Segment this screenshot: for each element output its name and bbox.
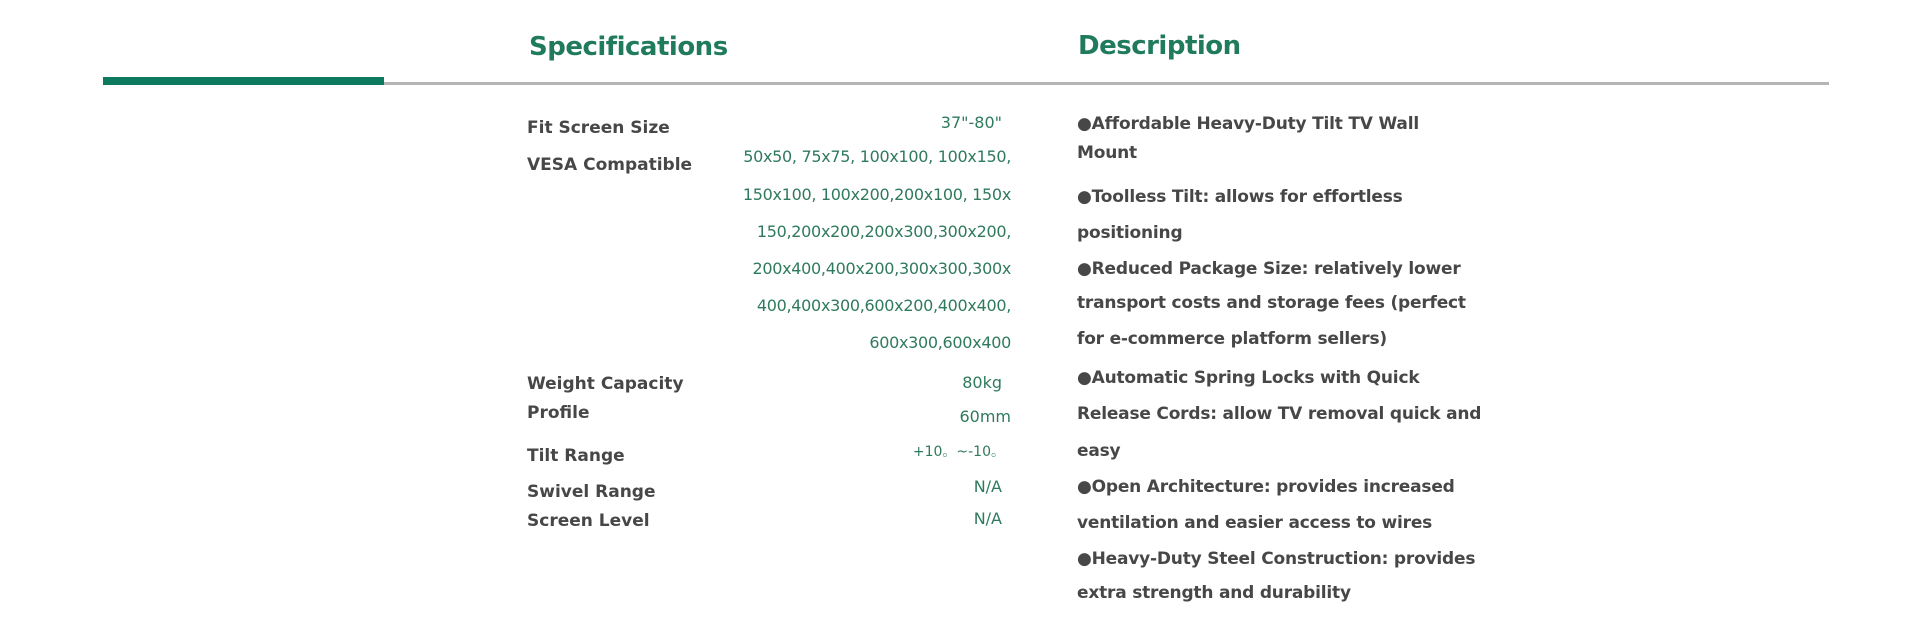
spec-value: 60mm [959, 407, 1011, 426]
vesa-value-line: 150x100, 100x200,200x100, 150x [742, 185, 1011, 204]
vesa-value-line: 50x50, 75x75, 100x100, 100x150, [743, 147, 1011, 166]
spec-value: 37"-80" [940, 113, 1002, 132]
spec-label: Tilt Range [527, 446, 625, 466]
spec-value: +10。~-10。 [912, 444, 1005, 460]
description-line: ●Heavy-Duty Steel Construction: provides [1077, 549, 1476, 569]
spec-label: Screen Level [527, 511, 650, 531]
spec-label: VESA Compatible [527, 155, 693, 175]
spec-label: Weight Capacity [527, 374, 684, 394]
description-line: transport costs and storage fees (perfect [1077, 293, 1466, 313]
specifications-heading: Specifications [529, 32, 728, 62]
description-line: ●Open Architecture: provides increased [1077, 477, 1455, 497]
vesa-value-line: 400,400x300,600x200,400x400, [756, 296, 1011, 315]
description-line: Mount [1077, 143, 1137, 163]
description-line: positioning [1077, 223, 1183, 243]
description-line: easy [1077, 441, 1121, 461]
description-line: extra strength and durability [1077, 583, 1351, 603]
description-line: ventilation and easier access to wires [1077, 513, 1433, 533]
vesa-value-line: 150,200x200,200x300,300x200, [756, 222, 1011, 241]
description-line: ●Affordable Heavy-Duty Tilt TV Wall [1077, 114, 1419, 134]
spec-label: Fit Screen Size [527, 118, 670, 138]
description-heading: Description [1078, 31, 1241, 61]
spec-label: Profile [527, 403, 590, 423]
description-line: ●Toolless Tilt: allows for effortless [1077, 187, 1403, 207]
spec-value: N/A [973, 509, 1002, 528]
description-line: Release Cords: allow TV removal quick and [1077, 404, 1482, 424]
vesa-value-line: 200x400,400x200,300x300,300x [752, 259, 1011, 278]
description-line: ●Automatic Spring Locks with Quick [1077, 368, 1420, 388]
section-accent-bar [103, 77, 384, 85]
vesa-value-line: 600x300,600x400 [869, 333, 1011, 352]
spec-value: 80kg [962, 373, 1002, 392]
spec-value: N/A [973, 477, 1002, 496]
spec-label: Swivel Range [527, 482, 656, 502]
description-line: for e-commerce platform sellers) [1077, 329, 1387, 349]
description-line: ●Reduced Package Size: relatively lower [1077, 259, 1461, 279]
